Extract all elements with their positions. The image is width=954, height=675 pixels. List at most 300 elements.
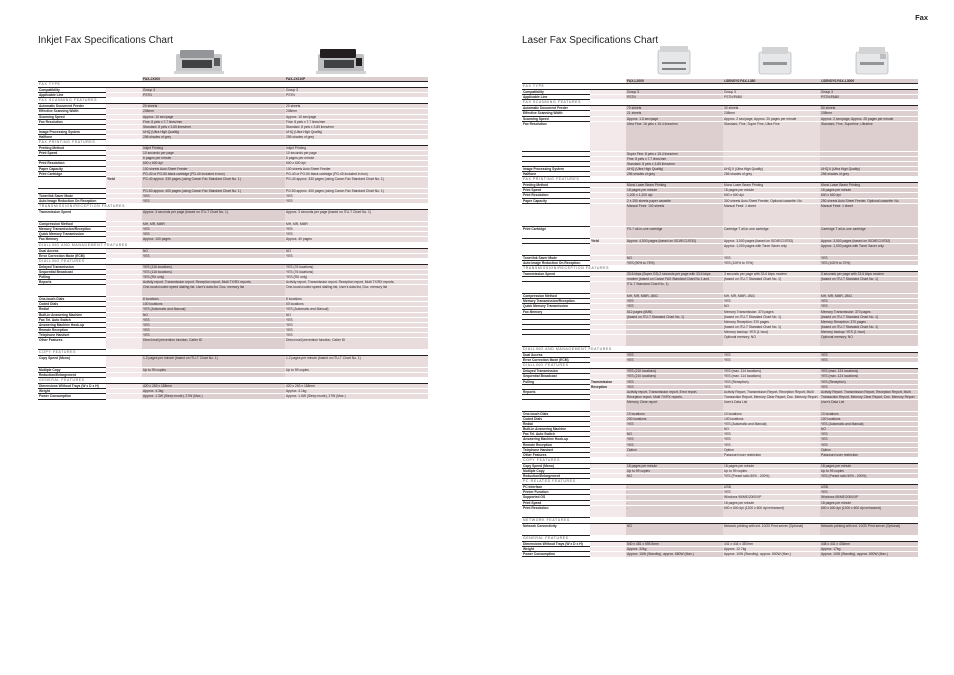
spec-value: 300 sheets Auto Sheet Feeder, Optional cassette: No xyxy=(723,198,820,203)
spec-value: YES xyxy=(142,327,285,332)
spec-label: Scanning Speed xyxy=(38,114,106,119)
spec-value: 33.6 kbps (Super G3) 2 seconds per page with 33.6 kbps xyxy=(626,271,723,276)
spec-value: 10 seconds per page xyxy=(285,151,428,156)
spec-label: Fax Resolution xyxy=(38,119,106,124)
spec-value: YES xyxy=(820,304,918,309)
inkjet-printer-photo-2 xyxy=(312,46,370,76)
spec-label: Fax Resolution xyxy=(522,121,590,151)
spec-label: Toner/Ink Saver Mode xyxy=(522,255,590,260)
spec-value: Approx. 1.5 sec/page xyxy=(626,116,723,121)
spec-value: (based on ITU-T Standard Chart No. 1) xyxy=(626,314,723,319)
spec-value: Memory backup: YES (1 hour) xyxy=(723,329,820,334)
spec-row xyxy=(522,523,918,535)
spec-value: YES xyxy=(285,317,428,322)
spec-value: Activity Report, Transmission Report, Reception Report, Multi xyxy=(723,389,820,394)
spec-label: Automatic Document Feeder xyxy=(522,106,590,111)
spec-value: YES xyxy=(820,442,918,447)
spec-label: Weight xyxy=(522,546,590,551)
spec-label: Compression Method xyxy=(522,294,590,299)
spec-value: YES (RX only) xyxy=(285,274,428,279)
spec-value: Approx. 4.1kg xyxy=(285,389,428,394)
spec-label: Applicable Line xyxy=(522,95,590,100)
spec-value: Approx. 4,500 pages (based on ISO/IEC19752) xyxy=(626,238,723,243)
spec-value: Reception report, Multi TX/RX reports, xyxy=(626,394,723,399)
spec-value: Group 3 xyxy=(626,90,723,95)
spec-label: Power Consumption xyxy=(38,394,106,399)
spec-label xyxy=(522,203,590,226)
spec-value: Approx. 10W (Standby), approx. 800W (Max.) xyxy=(820,551,918,556)
spec-value: 3 seconds per page with 33.6 kbps modem xyxy=(820,271,918,276)
spec-label: Multiple Copy xyxy=(522,469,590,474)
spec-value: Group 3 xyxy=(820,90,918,95)
spec-label: Print Resolution xyxy=(522,193,590,198)
spec-value: 20 sheets xyxy=(142,104,285,109)
spec-value: 18 pages per minute xyxy=(820,500,918,505)
spec-value: YES (76 locations) xyxy=(285,269,428,274)
spec-label xyxy=(522,399,590,411)
spec-sublabel xyxy=(106,356,142,368)
spec-value: YES xyxy=(285,322,428,327)
spec-value: PG-40 or PG-50 black cartridge (PG-40 included in box) xyxy=(285,171,428,176)
spec-label: Weight xyxy=(38,389,106,394)
spec-value: 600 x 600 dpi (1200 x 600 dpi enhanced) xyxy=(723,505,820,517)
spec-value: (based on ITU-T Standard Chart No. 1) xyxy=(820,324,918,329)
spec-value: 18 pages per minute xyxy=(723,188,820,193)
spec-label: Scanning Speed xyxy=(522,116,590,121)
spec-value: YES (116 locations) xyxy=(142,264,285,269)
spec-value: YES xyxy=(820,437,918,442)
spec-label: Print Resolution xyxy=(522,505,590,517)
spec-value: YES xyxy=(723,442,820,447)
spec-value: FX-7 all-in-one cartridge xyxy=(626,226,723,238)
section-title: FAX SCANNING FEATURES xyxy=(38,98,428,104)
spec-sublabel xyxy=(106,394,142,399)
section-title: PC RELATED FEATURES xyxy=(522,479,918,485)
laser-printer-photo-2 xyxy=(753,44,797,78)
spec-value: YES (Preset ratio 50% - 200%) xyxy=(723,474,820,479)
spec-value: YES xyxy=(626,379,723,384)
spec-value: YES xyxy=(142,227,285,232)
spec-value: 250 sheets Auto Sheet Feeder, Optional cassette: No xyxy=(820,198,918,203)
spec-value: (based on ITU-T Standard Chart No. 1) xyxy=(820,314,918,319)
spec-value: YES xyxy=(723,353,820,358)
spec-value: NO xyxy=(626,523,723,535)
spec-value: Approx. 2 sec/page, Approx. 25 pages per minute xyxy=(820,116,918,121)
spec-value: Standard, Fine, Super Fine, Ultra Fine xyxy=(723,121,820,151)
spec-value: YES xyxy=(723,384,820,389)
spec-value: YES (90% to 75%) xyxy=(626,260,723,265)
spec-value: Network printing with ext. 10/20 Print server (Optional) xyxy=(820,523,918,535)
spec-value: YES xyxy=(142,332,285,337)
spec-value: Approx. 32kg xyxy=(626,546,723,551)
inkjet-printer-photo-1 xyxy=(170,46,228,76)
spec-value: Approx. 3,500 pages (based on ISO/IEC19752) xyxy=(820,238,918,243)
model-name: FAX-JX200 xyxy=(142,77,285,82)
spec-value: - xyxy=(626,452,723,457)
spec-value: YES xyxy=(820,255,918,260)
spec-value: Option xyxy=(626,447,723,452)
spec-sublabel xyxy=(590,203,626,226)
spec-value: Memory Clear report xyxy=(626,399,723,411)
spec-value: NO xyxy=(723,304,820,309)
spec-value: YES xyxy=(626,358,723,363)
spec-label: Supported OS xyxy=(522,495,590,500)
spec-value: YES xyxy=(626,299,723,304)
spec-value: 8 locations xyxy=(285,297,428,302)
spec-value: Approx. 10 sec/page xyxy=(142,114,285,119)
spec-value: Manual Feed: 1 sheet xyxy=(723,203,820,226)
spec-value: 208mm xyxy=(142,109,285,114)
section-title: FAX PRINTING FEATURES xyxy=(38,140,428,146)
spec-value: Option xyxy=(820,447,918,452)
spec-value: PSTN xyxy=(142,93,285,98)
model-name: i-SENSYS FAX-L380 xyxy=(723,79,820,84)
spec-value: 20 sheets xyxy=(285,104,428,109)
spec-label: Fax Tel. Auto Switch xyxy=(522,432,590,437)
spec-value: Cartridge T all-in-one cartridge xyxy=(723,226,820,238)
spec-value: PG-40 approx. 330 pages (using Canon Fax Standard Chart No. 1) xyxy=(285,176,428,188)
spec-value: YES xyxy=(626,437,723,442)
spec-value: Direct mail prevention function, Caller ID xyxy=(285,338,428,350)
spec-row xyxy=(522,243,918,255)
spec-value: Group 3 xyxy=(285,88,428,93)
spec-value xyxy=(820,282,918,294)
spec-value: YES (210 locations) xyxy=(626,369,723,374)
spec-value: Password user restriction xyxy=(820,452,918,457)
spec-sublabel xyxy=(590,282,626,294)
spec-value: 50 sheets xyxy=(820,106,918,111)
spec-value: Standard: 8 pels x 3.85 lines/mm xyxy=(626,161,723,166)
spec-label: Halftone xyxy=(522,172,590,177)
spec-row xyxy=(38,176,428,188)
spec-value: 600 x 600 dpi xyxy=(723,193,820,198)
spec-label xyxy=(522,243,590,255)
spec-value: YES (Automatic and Manual) xyxy=(723,422,820,427)
spec-sublabel xyxy=(590,551,626,556)
spec-value: YES xyxy=(285,198,428,203)
spec-label: Image Processing System xyxy=(38,129,106,134)
spec-value: Approx. 15W (Standby), approx. 880W (Max.) xyxy=(626,551,723,556)
spec-value: 420 x 263 x 188mm xyxy=(142,384,285,389)
spec-label: Power Consumption xyxy=(522,551,590,556)
spec-value: Option xyxy=(723,447,820,452)
spec-label: Sequential Broadcast xyxy=(522,374,590,379)
spec-label: Applicable Line xyxy=(38,93,106,98)
spec-value: Fine: 8 pels x 7.7 lines/mm xyxy=(142,119,285,124)
spec-value: User's Data List xyxy=(723,399,820,411)
spec-label: Auto Image Reduction On Reception xyxy=(38,198,106,203)
spec-value: 512 pages (6MB) xyxy=(626,309,723,314)
spec-value: Approx. 12.7kg xyxy=(723,546,820,551)
spec-label: Polling xyxy=(38,274,106,279)
spec-value: NO xyxy=(142,312,285,317)
spec-label xyxy=(38,285,106,297)
spec-value: 600 x 600 dpi (1200 x 600 dpi enhanced) xyxy=(820,505,918,517)
spec-value: YES xyxy=(142,193,285,198)
spec-label: Quick Memory Transmission xyxy=(522,304,590,309)
spec-label: Compression Method xyxy=(38,222,106,227)
spec-value: YES xyxy=(285,332,428,337)
spec-value: 208mm xyxy=(285,109,428,114)
spec-value: Memory Transmission: 370 pages xyxy=(820,309,918,314)
spec-value: Approx. 3 seconds per page (based on ITU-T Chart No. 1) xyxy=(142,210,285,222)
spec-value: - xyxy=(626,490,723,495)
section-title: DIALLING AND MANAGEMENT FEATURES xyxy=(522,347,918,353)
spec-label: Image Processing System xyxy=(522,166,590,171)
spec-label: Print Speed xyxy=(522,188,590,193)
spec-value: Transaction Report, Memory Clear Report, Doc. Memory Report xyxy=(820,394,918,399)
spec-label: Error Correction Mode (ECM) xyxy=(522,358,590,363)
spec-value: Approx. 3 seconds per page (based on ITU-T Chart No. 1) xyxy=(285,210,428,222)
spec-value: 1.2 pages per minute (based on ITU-T Chart No. 1) xyxy=(285,356,428,368)
spec-value: Approx. 3,500 pages (based on ISO/IEC19752) xyxy=(723,238,820,243)
spec-value: YES (max. 124 locations) xyxy=(820,374,918,379)
spec-value: 10 locations xyxy=(723,411,820,416)
section-label: Fax xyxy=(915,13,928,22)
spec-value: YES xyxy=(820,490,918,495)
spec-label: Reduction/Enlargement xyxy=(522,474,590,479)
spec-value: YES (100% to 70%) xyxy=(723,260,820,265)
spec-value: Mono Laser Beam Printing xyxy=(626,183,723,188)
spec-value: 256 shades of grey xyxy=(723,172,820,177)
section-title: FAX PRINTING FEATURES xyxy=(522,177,918,183)
spec-value: (based on ITU-T Standard Chart No. 1) xyxy=(723,277,820,282)
spec-label: Redial xyxy=(522,422,590,427)
spec-value: 100 locations xyxy=(820,417,918,422)
spec-label: Reports xyxy=(522,389,590,394)
spec-label: Reports xyxy=(38,280,106,285)
inkjet-spec-table xyxy=(38,76,428,400)
spec-value: Mono Laser Beam Printing xyxy=(820,183,918,188)
spec-value: NO xyxy=(626,432,723,437)
spec-label: Memory Transmission/Reception xyxy=(522,299,590,304)
spec-value: Windows 98/ME/2000/XP xyxy=(820,495,918,500)
section-title: DIALLING AND MANAGEMENT FEATURES xyxy=(38,242,428,248)
spec-value: PSTN/PABX xyxy=(820,95,918,100)
spec-value: modem (based on Canon FAX Standard Chart No 1 and xyxy=(626,277,723,282)
spec-label: Built-in Answering Machine xyxy=(522,427,590,432)
spec-label: Delayed Transmission xyxy=(522,369,590,374)
spec-value: MH, MR, MMR, JBIG xyxy=(723,294,820,299)
spec-value: ITU-T Standard Chart No. 1) xyxy=(626,282,723,294)
spec-label: Copy Speed (Mono) xyxy=(522,463,590,468)
spec-value: - xyxy=(626,505,723,517)
spec-value: YES (Automatic and Manual) xyxy=(820,422,918,427)
spec-value: YES xyxy=(142,253,285,258)
spec-label xyxy=(38,176,106,188)
spec-value: 208mm xyxy=(820,111,918,116)
spec-value: YES (max. 114 locations) xyxy=(723,369,820,374)
spec-value: Approx. 4.3kg xyxy=(142,389,285,394)
spec-value: NO xyxy=(142,248,285,253)
section-title: GENERAL FEATURES xyxy=(38,378,428,384)
spec-value: 21 sheets xyxy=(626,111,723,116)
spec-value: - xyxy=(626,495,723,500)
spec-value: YES xyxy=(723,358,820,363)
spec-value: Approx. 100 pages xyxy=(142,237,285,242)
spec-value: Activity report, Transmission report, Error report, xyxy=(626,389,723,394)
spec-value: 10 locations xyxy=(820,411,918,416)
spec-label: Print Speed xyxy=(522,500,590,505)
spec-value: Fine: 8 pels x 7.7 lines/mm xyxy=(285,119,428,124)
spec-value: 18 pages per minute xyxy=(820,188,918,193)
spec-label: Halftone xyxy=(38,134,106,139)
spec-value: UHQ (Ultra High Quality) xyxy=(142,129,285,134)
spec-value: Optional memory: NO xyxy=(820,335,918,347)
spec-row xyxy=(522,121,918,151)
spec-value: 18 pages per minute xyxy=(626,188,723,193)
spec-value: YES xyxy=(142,322,285,327)
spec-label: Print Resolution xyxy=(38,161,106,166)
spec-label: Transmission Speed xyxy=(522,271,590,276)
spec-value: NO xyxy=(626,474,723,479)
spec-value: One-touch/coded speed dialling list, User's data list, Doc. memory list xyxy=(285,285,428,297)
spec-row xyxy=(38,338,428,350)
spec-value: Standard: 8 pels x 3.85 lines/mm xyxy=(285,124,428,129)
laser-printer-photo-3 xyxy=(850,44,894,78)
spec-value: NO xyxy=(285,248,428,253)
spec-row xyxy=(38,285,428,297)
spec-value: Inkjet Printing xyxy=(285,146,428,151)
spec-value: 16 pages per minute xyxy=(626,463,723,468)
spec-label: Printing Method xyxy=(522,183,590,188)
spec-value: Approx. 1.3W (Sleep mode), 27W (Max.) xyxy=(142,394,285,399)
spec-value: 540 x 481 x 595.5mm xyxy=(626,541,723,546)
spec-value: Network printing with ext. 10/20 Print server (Optional) xyxy=(723,523,820,535)
spec-sublabel xyxy=(106,338,142,350)
spec-value: YES xyxy=(626,384,723,389)
spec-value: Standard: 8 pels x 3.85 lines/mm xyxy=(142,124,285,129)
spec-value: MH, MR, MMR, JBIG xyxy=(626,294,723,299)
spec-value: Activity Report, Transmission Report, Reception Report, Multi xyxy=(820,389,918,394)
spec-value: 441 x 444 x 387mm xyxy=(723,541,820,546)
spec-sublabel xyxy=(590,505,626,517)
spec-sublabel: Yield xyxy=(590,238,626,243)
spec-label: Answering Machine Hook-up xyxy=(38,322,106,327)
spec-label: Compatibility xyxy=(522,90,590,95)
spec-sublabel: Reception xyxy=(590,384,626,389)
spec-row xyxy=(522,551,918,556)
spec-value: YES (210 locations) xyxy=(626,374,723,379)
spec-value: MH, MR, MMR xyxy=(142,222,285,227)
spec-value: 2 x 250 sheets paper cassette xyxy=(626,198,723,203)
spec-label: Paper Capacity xyxy=(522,198,590,203)
spec-label: Auto Image Reduction On Reception xyxy=(522,260,590,265)
spec-value: Transaction Report, Memory Clear Report, Doc. Memory Report xyxy=(723,394,820,399)
spec-label: Coded Dials xyxy=(38,302,106,307)
spec-value: 600 x 600 dpi xyxy=(142,161,285,166)
spec-value: Activity report, Transmission report, Reception report, Multi TX/RX reports, xyxy=(285,280,428,285)
spec-value: 8 locations xyxy=(142,297,285,302)
section-title: TRANSMISSION/RECEPTION FEATURES xyxy=(522,265,918,271)
spec-label: Transmission Speed xyxy=(38,210,106,222)
laser-spec-table xyxy=(522,78,918,557)
spec-value: YES xyxy=(723,432,820,437)
spec-value xyxy=(626,243,723,255)
spec-value: Approx. 17kg xyxy=(820,546,918,551)
spec-value: YES xyxy=(285,227,428,232)
spec-value: PG-40 or PG-50 black cartridge (PG-40 included in box) xyxy=(142,171,285,176)
spec-value: Ultra Fine: 16 pels x 15.4 lines/mm xyxy=(626,121,723,151)
spec-value: 600 x 600 dpi xyxy=(820,193,918,198)
laser-chart-title: Laser Fax Specifications Chart xyxy=(522,35,659,46)
spec-value: Cartridge T all-in-one cartridge xyxy=(820,226,918,238)
spec-label: Coded Dials xyxy=(522,417,590,422)
spec-value: Up to 99 copies xyxy=(142,368,285,373)
spec-value xyxy=(626,335,723,347)
spec-value: Memory Reception: 370 pages xyxy=(723,319,820,324)
spec-value: Manual Feed: 1 sheet xyxy=(820,203,918,226)
model-name: FAX-L2000 xyxy=(626,79,723,84)
spec-value: UHQ II (Ultra High Quality) xyxy=(820,166,918,171)
spec-label: Remote Reception xyxy=(522,442,590,447)
spec-value: Approx. 1,000 pages with Toner Saver only xyxy=(820,243,918,255)
spec-value: YES (Reception) xyxy=(820,379,918,384)
section-title: DIALLING FEATURES xyxy=(522,363,918,369)
spec-value: Password user restriction xyxy=(723,452,820,457)
spec-value: YES xyxy=(820,299,918,304)
spec-sublabel xyxy=(590,399,626,411)
spec-label: Dimensions Without Trays (W x D x H) xyxy=(522,541,590,546)
spec-value: Mono Laser Beam Printing xyxy=(723,183,820,188)
spec-value: - xyxy=(626,500,723,505)
spec-value: 256 shades of grey xyxy=(820,172,918,177)
spec-value xyxy=(723,282,820,294)
spec-value: YES (Automatic and Manual) xyxy=(142,307,285,312)
spec-label: Sequential Broadcast xyxy=(38,269,106,274)
laser-printer-photo-1 xyxy=(652,44,696,78)
spec-value: Group 3 xyxy=(723,90,820,95)
spec-value: YES xyxy=(285,327,428,332)
spec-sublabel: Yield xyxy=(106,176,142,188)
spec-value: YES xyxy=(626,304,723,309)
spec-value: YES (max. 114 locations) xyxy=(723,374,820,379)
spec-label: Quick Memory Transmission xyxy=(38,232,106,237)
spec-value: YES xyxy=(626,422,723,427)
spec-label: Print Speed xyxy=(38,151,106,156)
spec-value: 60 locations xyxy=(285,302,428,307)
spec-label: Printer Function xyxy=(522,490,590,495)
spec-value: Standard, Fine, Superfine, Ultrafine xyxy=(820,121,918,151)
section-title: FAX TYPE xyxy=(38,82,428,88)
spec-label: Compatibility xyxy=(38,88,106,93)
spec-value: 10 locations xyxy=(626,411,723,416)
spec-value: 100 locations xyxy=(723,417,820,422)
spec-value: PSTN xyxy=(626,95,723,100)
spec-sublabel xyxy=(590,243,626,255)
spec-label: Fax Tel. Auto Switch xyxy=(38,317,106,322)
spec-value: 448 x 441 x 436mm xyxy=(820,541,918,546)
spec-value: 256 shades of grey xyxy=(626,172,723,177)
spec-value: YES (RX only) xyxy=(142,274,285,279)
inkjet-chart-title: Inkjet Fax Specifications Chart xyxy=(38,35,174,46)
section-title: NETWORK FEATURES xyxy=(522,517,918,523)
spec-label: PC Interface xyxy=(522,485,590,490)
spec-value: UHQ (Ultra High Quality) xyxy=(626,166,723,171)
spec-value: PSTN/PABX xyxy=(723,95,820,100)
spec-label: Memory Transmission/Reception xyxy=(38,227,106,232)
spec-label: Dual Access xyxy=(38,248,106,253)
spec-value: 18 pages per minute xyxy=(723,500,820,505)
spec-value: (based on ITU-T Standard Chart No. 1) xyxy=(723,324,820,329)
spec-label: Dual Access xyxy=(522,353,590,358)
spec-value: UHQ (Ultra High Quality) xyxy=(285,129,428,134)
spec-row xyxy=(38,394,428,399)
spec-value: YES xyxy=(820,353,918,358)
spec-label: Telephone Handset xyxy=(38,332,106,337)
spec-value: (based on ITU-T Standard Chart No. 1) xyxy=(820,277,918,282)
spec-row xyxy=(38,356,428,368)
